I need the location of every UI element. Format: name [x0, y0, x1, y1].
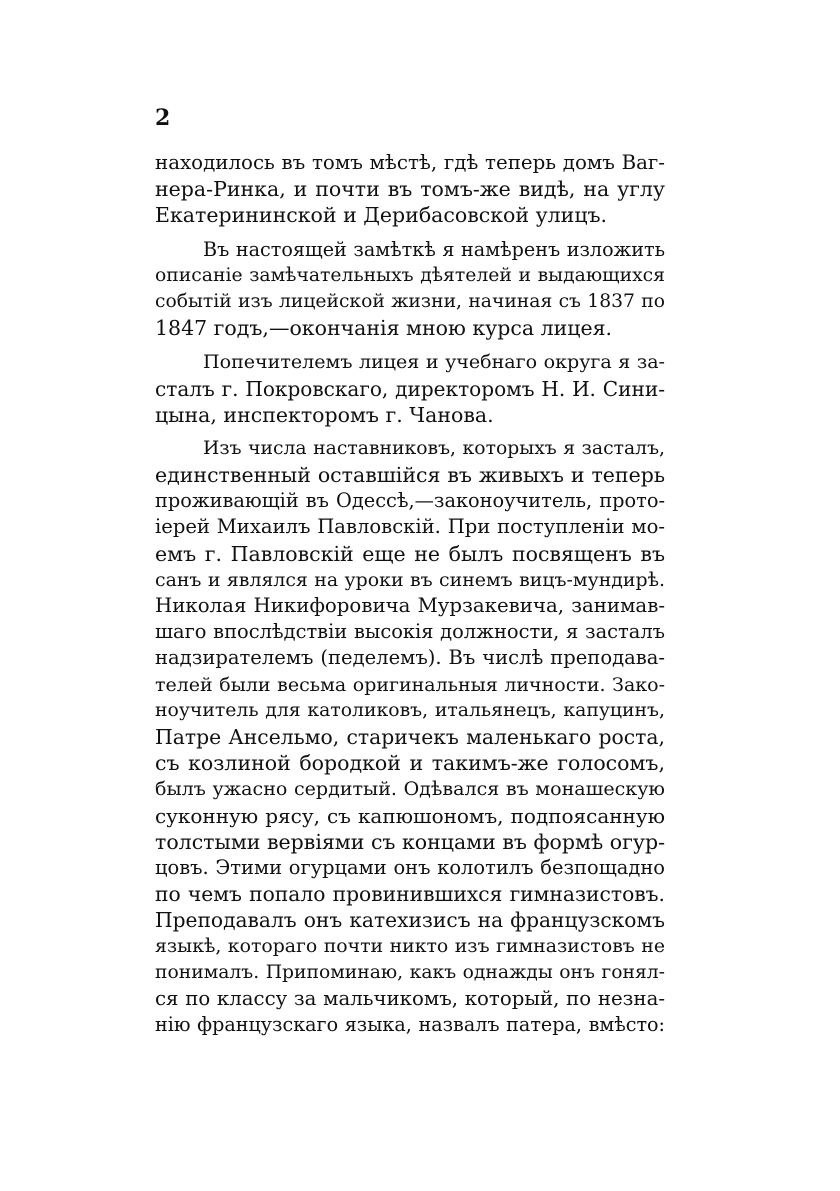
text-line: находилось въ томъ мѣстѣ, гдѣ теперь домъ Ваг-	[155, 151, 665, 174]
text-line: Изъ числа наставниковъ, которыхъ я засталъ,	[203, 437, 665, 459]
text-line: нію французскаго языка, назвалъ патера, вмѣсто:	[155, 1013, 665, 1036]
text-line: былъ ужасно сердитый. Одѣвался въ монашескую	[155, 778, 665, 801]
text-line: цовъ. Этими огурцами онъ колотилъ безпощадно	[155, 855, 665, 879]
text-line: Николая Никифоровича Мурзакевича, занимав-	[155, 594, 665, 617]
text-line: цына, инспекторомъ г. Чанова.	[155, 402, 494, 427]
page-number: 2	[155, 105, 171, 131]
text-line: емъ г. Павловскій еще не былъ посвященъ въ	[155, 541, 665, 566]
text-line: понималъ. Припоминаю, какъ однажды онъ гонял-	[155, 961, 665, 983]
text-line: ноучитель для католиковъ, итальянецъ, капуцинъ,	[155, 699, 665, 721]
text-line: событій изъ лицейской жизни, начиная съ 1837 по	[155, 290, 665, 312]
text-line: единственный оставшійся въ живыхъ и теперь	[155, 463, 665, 488]
text-line: телей были весьма оригинальныя личности. Зако-	[155, 673, 665, 696]
text-line: ся по классу за мальчикомъ, который, по незна-	[155, 986, 665, 1010]
text-line: Патре Ансельмо, старичекъ маленькаго роста,	[155, 724, 665, 749]
text-line: съ козлиной бородкой и такимъ-же голосомъ,	[155, 751, 665, 776]
body-text	[155, 150, 665, 1038]
text-line: описаніе замѣчательныхъ дѣятелей и выдающихся	[155, 264, 665, 286]
text-line: надзирателемъ (педелемъ). Въ числѣ преподава-	[155, 646, 665, 670]
text-line: толстыми вервіями съ концами въ формѣ огур-	[155, 829, 665, 854]
text-line: нера-Ринка, и почти въ томъ-же видѣ, на углу	[155, 177, 665, 202]
text-line: іерей Михаилъ Павловскій. При поступленіи мо-	[155, 515, 665, 539]
text-line: сталъ г. Покровскаго, директоромъ Н. И. Сини-	[155, 376, 665, 401]
text-line: Екатерининской и Дерибасовской улицъ.	[155, 203, 608, 228]
text-line: проживающій въ Одессѣ,—законоучитель, прото-	[155, 489, 665, 513]
text-line: по чемъ попало провинившихся гимназистовъ.	[155, 882, 665, 907]
text-line: Попечителемъ лицея и учебнаго округа я за-	[203, 351, 665, 374]
text-line: Въ настоящей замѣткѣ я намѣренъ изложить	[203, 237, 665, 261]
text-line: шаго впослѣдствіи высокія должности, я засталъ	[155, 620, 665, 644]
text-line: суконную рясу, съ капюшономъ, подпоясанную	[155, 803, 665, 828]
text-line: санъ и являлся на уроки въ синемъ вицъ-мундирѣ.	[155, 568, 665, 591]
text-line: 1847 годъ,—окончанія мною курса лицея.	[155, 316, 613, 341]
text-line: языкѣ, котораго почти никто изъ гимназистовъ не	[155, 935, 665, 958]
text-line: Преподавалъ онъ катехизисъ на французскомъ	[155, 908, 665, 933]
